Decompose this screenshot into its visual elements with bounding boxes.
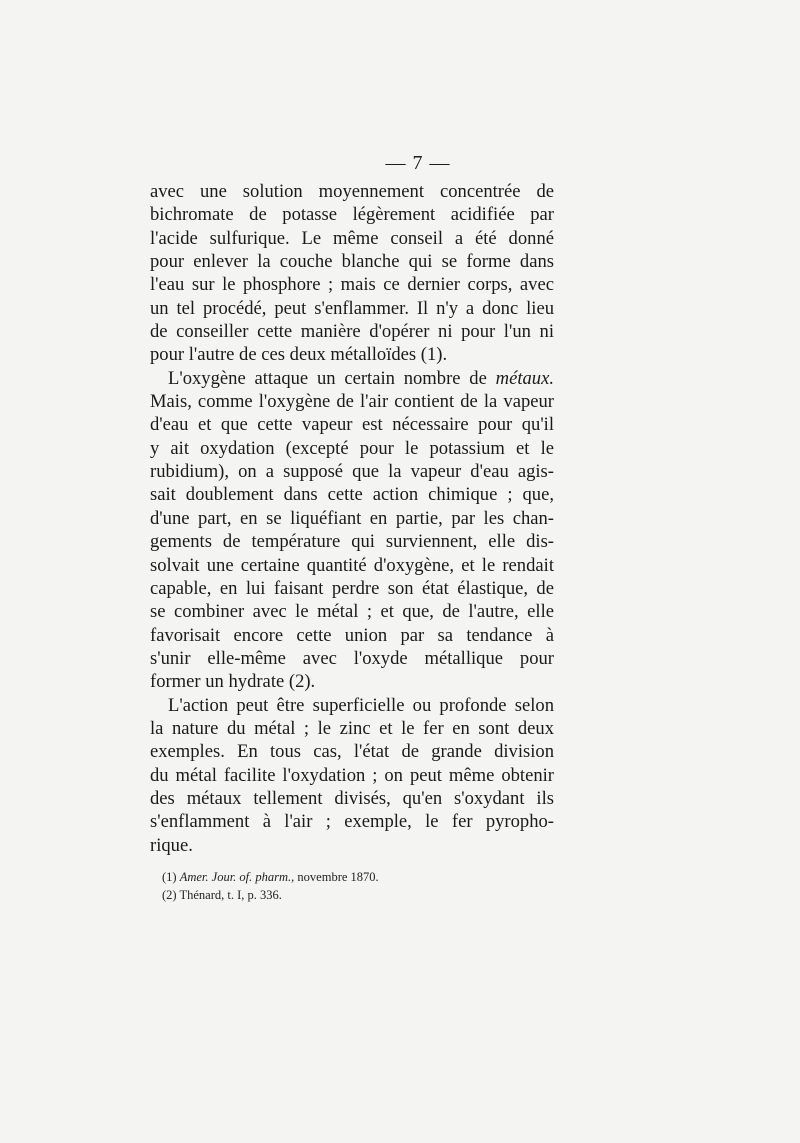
text-line: pour l'autre de ces deux métalloïdes (1). bbox=[150, 344, 448, 366]
text-line: exemples. En tous cas, l'état de grande division bbox=[150, 741, 554, 763]
text-line: avec une solution moyennement concentrée de bbox=[150, 181, 554, 202]
paragraph-3 bbox=[150, 694, 554, 857]
text-line: Mais, comme l'oxygène de l'air contient de la vapeur bbox=[150, 391, 554, 413]
page-number: — 7 — bbox=[385, 152, 451, 174]
text-line: solvait une certaine quantité d'oxygène, et le rendait bbox=[150, 554, 554, 576]
paragraph-2 bbox=[150, 367, 554, 694]
text-line: un tel procédé, peut s'enflammer. Il n'y a donc lieu bbox=[150, 297, 554, 319]
footnotes bbox=[162, 868, 542, 904]
footnote-text: novembre 1870. bbox=[297, 870, 379, 884]
text-line: des métaux tellement divisés, qu'en s'oxydant ils bbox=[150, 787, 554, 809]
emphasis-word: métaux. bbox=[495, 367, 554, 389]
text-run: L'oxygène attaque un certain nombre de bbox=[168, 367, 487, 389]
text-line: favorisait encore cette union par sa tendance à bbox=[150, 624, 554, 646]
text-line: bichromate de potasse légèrement acidifiée par bbox=[150, 204, 554, 226]
text-line: s'unir elle-même avec l'oxyde métallique pour bbox=[150, 647, 554, 669]
footnote-number: (2) bbox=[162, 888, 177, 902]
text-line: y ait oxydation (excepté pour le potassium et le bbox=[150, 437, 554, 459]
text-line: la nature du métal ; le zinc et le fer en sont deux bbox=[150, 717, 554, 739]
footnote-1 bbox=[162, 868, 542, 886]
text-line: d'une part, en se liquéfiant en partie, par les chan- bbox=[150, 507, 554, 529]
paragraph-1 bbox=[150, 180, 554, 367]
text-line: L'action peut être superficielle ou profonde selon bbox=[168, 694, 554, 716]
text-line: pour enlever la couche blanche qui se forme dans bbox=[150, 251, 554, 273]
footnote-text: Thénard, t. I, p. 336. bbox=[179, 888, 282, 902]
text-line: l'eau sur le phosphore ; mais ce dernier corps, avec bbox=[150, 274, 554, 296]
text-line bbox=[150, 367, 554, 390]
text-line: de conseiller cette manière d'opérer ni pour l'un ni bbox=[150, 321, 554, 343]
text-line: sait doublement dans cette action chimique ; que, bbox=[150, 484, 554, 506]
footnote-number: (1) bbox=[162, 870, 177, 884]
text-line: s'enflamment à l'air ; exemple, le fer pyropho- bbox=[150, 811, 554, 833]
footnote-source: Amer. Jour. of. pharm., bbox=[179, 870, 295, 884]
text-line: capable, en lui faisant perdre son état élastique, de bbox=[150, 577, 554, 599]
footnote-2 bbox=[162, 886, 542, 904]
text-line: se combiner avec le métal ; et que, de l'autre, elle bbox=[150, 601, 554, 623]
text-line: rique. bbox=[150, 834, 193, 856]
text-line: gements de température qui surviennent, elle dis- bbox=[150, 531, 554, 553]
text-line: l'acide sulfurique. Le même conseil a été donné bbox=[150, 227, 554, 249]
text-line: former un hydrate (2). bbox=[150, 671, 316, 693]
text-line: rubidium), on a supposé que la vapeur d'eau agis- bbox=[150, 461, 554, 483]
text-line: du métal facilite l'oxydation ; on peut même obtenir bbox=[150, 764, 554, 786]
text-line: d'eau et que cette vapeur est nécessaire pour qu'il bbox=[150, 414, 554, 436]
body-text bbox=[150, 180, 554, 857]
